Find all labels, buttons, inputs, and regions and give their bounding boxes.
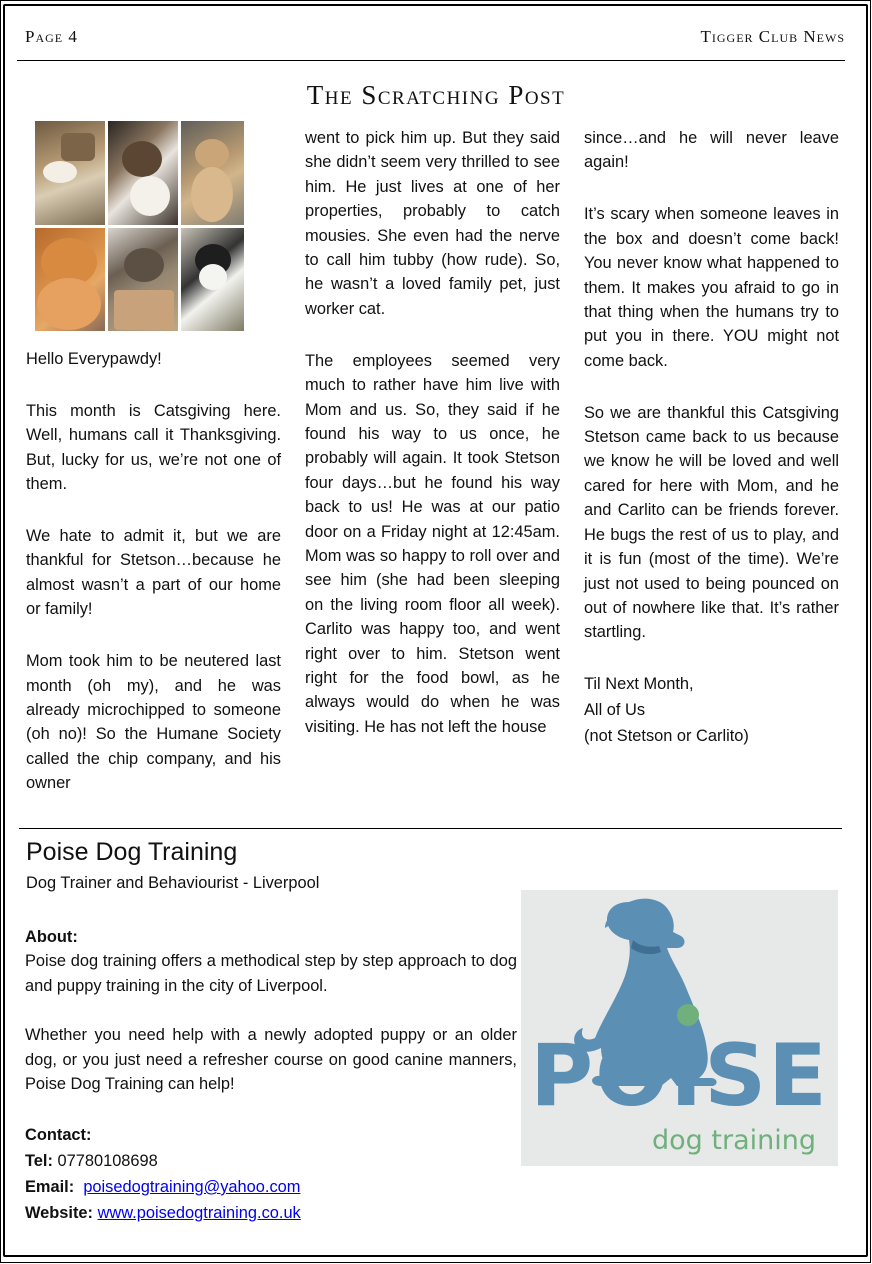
contact-label: Contact: xyxy=(25,1125,92,1144)
signoff-line: (not Stetson or Carlito) xyxy=(584,726,749,745)
contact-block xyxy=(25,1122,517,1226)
about-label: About: xyxy=(25,928,78,946)
signoff-line: All of Us xyxy=(584,700,646,719)
ad-body xyxy=(25,925,517,1226)
cat-photo-collage xyxy=(35,121,244,332)
guinea-pig-photo xyxy=(35,121,105,225)
website-line xyxy=(25,1200,517,1226)
email-label: Email: xyxy=(25,1177,75,1196)
email-line xyxy=(25,1174,517,1200)
article-paragraph: since…and he will never leave again! xyxy=(584,129,839,172)
article-paragraph: The employees seemed very much to rather have him live with Mom and us. So, they said if he found his way to us once, he probably will again. It took Stetson four days…but he found his way back to us! He was at our patio door on a Friday night at 12:45am. Mom was so happy to roll over and see him (she had been sleeping on the living room floor all week). Carlito was happy too, and went right over to him. Stetson went right for the food bowl, as he always would do when he was visiting. He has not left the house xyxy=(305,351,560,736)
logo-dot xyxy=(677,1004,699,1026)
tel-label: Tel: xyxy=(25,1151,53,1170)
page-number: Page 4 xyxy=(25,27,78,46)
website-link[interactable]: www.poisedogtraining.co.uk xyxy=(97,1203,301,1222)
tuxedo-cat-photo xyxy=(181,228,244,331)
logo-word: POISE xyxy=(530,1026,829,1126)
greeting: Hello Everypawdy! xyxy=(26,350,162,368)
calico-cat-photo xyxy=(108,121,178,225)
section-divider xyxy=(19,828,842,829)
ginger-cat-photo xyxy=(181,121,244,225)
article-paragraph: went to pick him up. But they said she didn’t seem very thrilled to see him. He just lives at one of her properties, probably to catch mousies. She even had the nerve to call him tubby (how rude). So, he wasn’t a loved family pet, just worker cat. xyxy=(305,129,560,318)
ad-title: Poise Dog Training xyxy=(26,838,238,866)
article-paragraph: This month is Catsgiving here. Well, humans call it Thanksgiving. But, lucky for us, we’re not one of them. xyxy=(26,401,281,494)
article-column-1 xyxy=(26,347,281,796)
article-paragraph: Mom took him to be neutered last month (oh my), and he was already microchipped to someone (oh no)! So the Humane Society called the chip company, and his owner xyxy=(26,652,281,793)
header-rule xyxy=(17,60,845,61)
tabby-cat-photo xyxy=(108,228,178,331)
logo-tagline: dog training xyxy=(652,1125,816,1156)
tel-line xyxy=(25,1148,517,1174)
article-paragraph: So we are thankful this Catsgiving Stetson came back to us because we know he will be loved and well cared for here with Mom, and he and Carlito can be friends forever. He bugs the rest of us to play, and it is fun (most of the time). We’re just not used to being pounced on out of nowhere like that. It’s rather startling. xyxy=(584,403,839,642)
article-column-2 xyxy=(305,126,560,739)
article-column-3 xyxy=(584,126,839,749)
ad-subtitle: Dog Trainer and Behaviourist - Liverpool xyxy=(26,874,320,892)
newsletter-name: Tigger Club News xyxy=(700,27,845,46)
signoff xyxy=(584,671,839,749)
article-paragraph: It’s scary when someone leaves in the box and doesn’t come back! You never know what happened to them. It makes you afraid to go in that thing when the humans try to put you in there. YOU might not come back. xyxy=(584,205,839,370)
orange-cat-photo xyxy=(35,228,105,331)
about-text: Poise dog training offers a methodical step by step approach to dog and puppy training in the city of Liverpool. xyxy=(25,952,517,995)
tel-value: 07780108698 xyxy=(57,1151,158,1170)
signoff-line: Til Next Month, xyxy=(584,674,694,693)
website-label: Website: xyxy=(25,1203,94,1222)
email-link[interactable]: poisedogtraining@yahoo.com xyxy=(83,1177,301,1196)
article-paragraph: We hate to admit it, but we are thankful for Stetson…because he almost wasn’t a part of our home or family! xyxy=(26,527,281,619)
help-text: Whether you need help with a newly adopted puppy or an older dog, or you just need a refresher course on good canine manners, Poise Dog Training can help! xyxy=(25,1026,517,1094)
poise-logo xyxy=(521,890,838,1166)
section-title: The Scratching Post xyxy=(306,80,566,110)
